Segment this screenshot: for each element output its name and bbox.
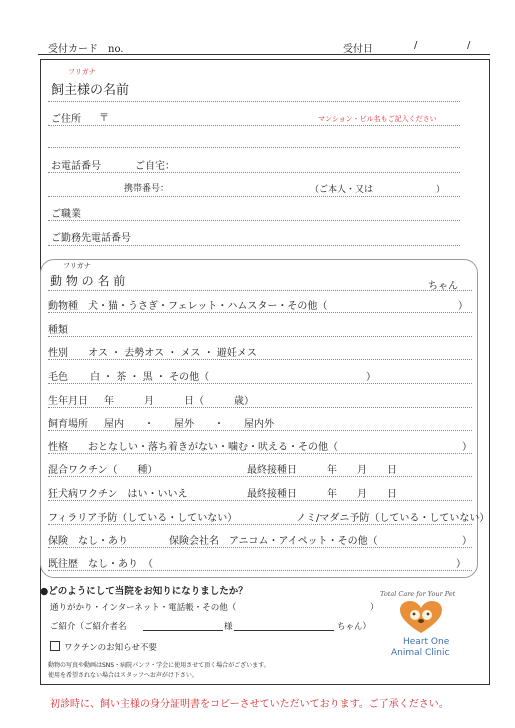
date-separator: / [467, 40, 471, 51]
pet-row-end: ） [462, 536, 472, 547]
pet-row-value: 最終接種日 年 月 日 [247, 489, 397, 500]
referrer-name-field[interactable] [143, 630, 223, 631]
pet-name-field[interactable] [48, 290, 472, 291]
referral-intro-label: ご紹介（ご紹介者名 [50, 622, 127, 632]
reception-date-label: 受付日 [343, 44, 373, 55]
address-field[interactable] [48, 125, 460, 126]
pet-row-value: オス ・ 去勢オス ・ メス ・ 避妊メス [88, 348, 257, 359]
referral-sources: 通りがかり・インターネット・電話帳・その他（ [50, 603, 237, 613]
pet-row-value: 屋内 ・ 屋外 ・ 屋内外 [104, 419, 274, 430]
pet-name-suffix: ちゃん [428, 281, 458, 292]
pet-row-field[interactable] [48, 524, 472, 525]
pet-row-label: 飼育場所 [48, 419, 88, 430]
owner-furigana-label: フリガナ [68, 68, 96, 76]
owner-name-label: 飼主様の名前 [51, 83, 130, 98]
pet-row-value: ノミ/マダニ予防（している・していない） [296, 513, 490, 524]
heart-paw-logo-icon [400, 601, 442, 635]
pet-row-label: 種類 [48, 325, 68, 336]
pet-row-label: 性別 [48, 348, 68, 359]
pet-row-field[interactable] [48, 312, 472, 313]
pet-row-field[interactable] [48, 547, 472, 548]
pet-furigana-label: フリガナ [63, 262, 91, 270]
mobile-owner-note: （ご本人・又は ） [310, 185, 446, 195]
logo-name-1: Heart One [403, 637, 450, 647]
pet-row-label: 保険 なし・あり [48, 536, 128, 547]
pet-row-value: 保険会社名 アニコム・アイペット・その他（ [169, 536, 378, 547]
referrer-pet-field[interactable] [234, 630, 334, 631]
referral-sama: 様 [224, 622, 233, 632]
pet-row-field[interactable] [48, 476, 472, 477]
pet-row-field[interactable] [48, 336, 472, 337]
footer-id-notice: 初診時に、飼い主様の身分証明書をコピーさせていただいております。ご了承ください。 [50, 699, 449, 710]
pet-row-field[interactable] [48, 407, 472, 408]
logo-tagline: Total Care for Your Pet [380, 590, 456, 598]
pet-row-label: 性格 [48, 442, 68, 453]
mobile-phone-label: 携帯番号： [124, 184, 170, 194]
pet-row-field[interactable] [48, 359, 472, 360]
pet-row-value: おとなしい・落ち着きがない・噛む・吠える・その他（ [88, 442, 338, 453]
referral-intro-end: ちゃん） [337, 622, 372, 632]
pet-row-label: 混合ワクチン（ 種） [48, 465, 158, 476]
pet-row-field[interactable] [48, 570, 472, 571]
pet-row-label: 生年月日 [48, 396, 88, 407]
owner-name-field[interactable] [48, 101, 460, 102]
pet-row-end: ） [462, 442, 472, 453]
pet-row-label: 既往歴 なし・あり （ [48, 559, 153, 570]
pet-row-value: 犬・猫・うさぎ・フェレット・ハムスター・その他（ [88, 301, 328, 312]
mobile-phone-field[interactable] [48, 196, 460, 197]
pet-name-label: 動 物 の 名 前 [50, 274, 126, 288]
pet-row-end: ） [456, 559, 466, 570]
pet-row-field[interactable] [48, 383, 472, 384]
pet-row-field[interactable] [48, 453, 472, 454]
referral-question: ●どのようにして当院をお知りになりましたか？ [40, 586, 248, 597]
home-phone-label: ご自宅： [135, 161, 175, 172]
pet-row-end: ） [366, 372, 376, 383]
header-rule [38, 54, 490, 55]
photo-use-note-2: 使用を希望されない場合はスタッフへお声がけ下さい。 [48, 672, 198, 679]
pet-row-end: ） [458, 301, 468, 312]
address-field-2[interactable] [48, 147, 460, 148]
home-phone-field[interactable] [48, 172, 460, 173]
card-number-label: 受付カード no. [48, 44, 124, 55]
pet-row-label: フィラリア予防（している・していない） [48, 513, 238, 524]
photo-use-note-1: 動物の写真や動画はSNS・病院パンフ・学会に使用させて頂く場合がございます。 [48, 662, 270, 669]
vaccine-notice-checkbox[interactable] [50, 641, 60, 651]
pet-row-value: 白 ・ 茶 ・ 黒 ・ その他（ [90, 372, 210, 383]
pet-row-field[interactable] [48, 500, 472, 501]
vaccine-notice-option[interactable] [50, 641, 157, 653]
pet-row-label: 狂犬病ワクチン はい・いいえ [48, 489, 188, 500]
pet-row-label: 毛色 [48, 372, 68, 383]
date-separator: / [414, 40, 418, 51]
address-note: マンション・ビル名もご記入ください [318, 115, 437, 123]
referral-sources-end: ） [370, 603, 379, 613]
pet-row-label: 動物種 [48, 301, 78, 312]
vaccine-notice-label: ワクチンのお知らせ不要 [64, 643, 157, 653]
work-phone-label: ご勤務先電話番号 [51, 233, 131, 244]
logo-name-2: Animal Clinic [391, 648, 450, 658]
occupation-field[interactable] [48, 220, 460, 221]
pet-row-field[interactable] [48, 430, 472, 431]
pet-row-value: 最終接種日 年 月 日 [247, 465, 397, 476]
address-label: ご住所 [51, 114, 81, 125]
phone-label: お電話番号 [51, 161, 101, 172]
work-phone-field[interactable] [48, 245, 460, 246]
pet-row-value: 年 月 日（ 歳） [104, 396, 254, 407]
postal-mark: 〒 [99, 113, 109, 124]
occupation-label: ご職業 [51, 209, 81, 220]
